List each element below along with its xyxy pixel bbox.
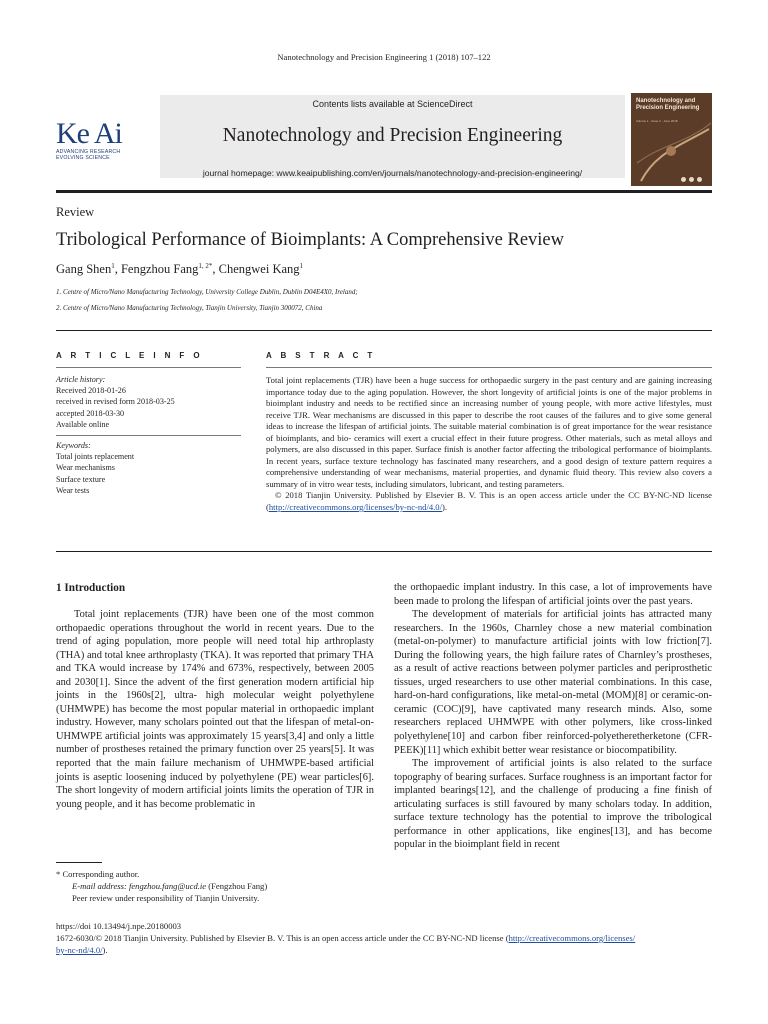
author-list xyxy=(56,262,303,277)
cover-title: Nanotechnology and Precision Engineering xyxy=(636,98,700,111)
masthead-rule xyxy=(56,190,712,193)
section-heading: 1 Introduction xyxy=(56,582,126,594)
text-line: Charnley’s prostheses, as a result of active reactions between polymer xyxy=(394,649,712,675)
corresponding-author-note: * Corresponding author. xyxy=(56,869,140,879)
author-name[interactable]: Fengzhou Fang xyxy=(120,262,199,277)
cover-artwork xyxy=(631,93,712,186)
abstract-line: joints is one of the major problems in bioimplant industry and needs to be rectified since an increasing number xyxy=(266,386,712,409)
body-column-right xyxy=(394,581,712,852)
text-line: The improvement of artificial joints is also related to the surface xyxy=(412,758,712,770)
cover-logo-dot xyxy=(697,177,702,182)
text-line: artificial joints is aseptic loosening induced by polyethylene (PE) wear xyxy=(56,758,374,783)
text-line: captivated many research minds. Also, some researchers replaced xyxy=(394,703,712,729)
intro-paragraph xyxy=(394,757,712,852)
text-line: most popular material in orthopaedic implant industry. However, xyxy=(56,703,374,729)
text-line: particles[6]. The short longevity of modern artificial joints limits the xyxy=(56,771,374,797)
text-line: Total joint replacements (TJR) have been one of the most common xyxy=(74,609,374,620)
text-line: The development of materials for artificial joints has attracted xyxy=(412,609,685,621)
email-owner: (Fengzhou Fang) xyxy=(208,881,268,891)
text-line: material combinations. In this case, hard-on-hard configurations, like xyxy=(394,676,712,702)
cover-subtitle: Volume 1 · Issue 2 · June 2018 xyxy=(636,119,678,123)
info-rule xyxy=(56,367,241,368)
author-affiliation-mark: 1 xyxy=(111,262,115,270)
keyword[interactable]: Wear mechanisms xyxy=(56,463,115,473)
text-line: to the trend of aging population, more people will need total hip xyxy=(56,622,374,648)
author-affiliation-mark: 1 xyxy=(299,262,304,270)
email-label: E-mail address: xyxy=(72,881,127,891)
text-line: factor for implanted bearings[12], and the challenge of producing a xyxy=(394,771,712,797)
history-item: Available online xyxy=(56,419,110,429)
abstract-text xyxy=(266,375,712,514)
history-item: Received 2018-01-26 xyxy=(56,386,126,396)
logo-tagline-1: ADVANCING RESEARCH xyxy=(56,149,121,155)
text-line: topography of bearing surfaces. Surface roughness is an important xyxy=(394,771,671,783)
abstract-heading: A B S T R A C T xyxy=(266,351,376,360)
text-line: metal-on-metal (MOM)[8] or ceramic-on-ceramic (COC)[9], have xyxy=(394,690,712,715)
intro-paragraph xyxy=(394,581,712,608)
text-line: engines[13], and has become popular in the bioimplant field in recent xyxy=(394,825,712,851)
abstract-line: joints. The suitable material combination is of great importance for the wear resistance of bioimplants, and bio- xyxy=(266,421,712,443)
intro-paragraph xyxy=(394,608,712,757)
author-name[interactable]: Gang Shen xyxy=(56,262,112,277)
journal-cover-image[interactable] xyxy=(631,93,712,186)
keai-logo[interactable] xyxy=(56,119,156,162)
text-line: artificial joints was approximately 15 years[3,4] and only a little xyxy=(105,730,374,742)
history-label: Article history: xyxy=(56,375,106,384)
text-line: particles and periprosthetic tissues, urged researchers to use other xyxy=(394,663,712,688)
footer-license-link[interactable]: http://creativecommons.org/licenses/ xyxy=(508,933,636,943)
text-line: combination (metal-on-polymer) to manufacture artificial joints with xyxy=(394,622,712,648)
email-link[interactable]: fengzhou.fang@ucd.ie xyxy=(128,881,207,891)
footer-license-text: 1672-6030/© 2018 Tianjin University. Published by Elsevier B. V. This is an open access article under the CC BY-NC-ND license ( xyxy=(56,933,509,943)
running-head: Nanotechnology and Precision Engineering 1 (2018) 107–122 xyxy=(277,52,491,62)
text-line: the orthopaedic implant industry. In this case, a lot of improvements xyxy=(394,582,689,593)
text-line: arthroplasty (THA) and total knee arthroplasty (TKA). It was xyxy=(56,636,374,661)
doi-line[interactable]: https://doi 10.13494/j.npe.20180003 xyxy=(56,921,182,931)
body-column-left xyxy=(56,608,374,811)
journal-title[interactable]: Nanotechnology and Precision Engineering xyxy=(222,125,563,146)
affiliation: 1. Centre of Micro/Nano Manufacturing Technology, University College Dublin, Dublin D04E4X0, Ireland; xyxy=(56,288,358,296)
history-item: received in revised form 2018-03-25 xyxy=(56,397,175,407)
cover-logo-dot xyxy=(681,177,686,182)
abstract-line: of texture pattern requires a comprehensive understanding of wear mechanisms, material properties, and xyxy=(266,455,712,478)
license-suffix: ). xyxy=(441,502,447,513)
footer-license-suffix: ). xyxy=(102,945,108,955)
text-line: many scholars pointed out that the lifespan of metal-on-UHMWPE xyxy=(56,717,374,742)
text-line: high molecular weight polyethylene (UHMWPE) has become the xyxy=(56,690,374,715)
abstract-rule xyxy=(266,367,712,368)
author-affiliation-mark: 1, 2* xyxy=(198,262,213,270)
text-line: and carbon fiber reinforced-polyetheretherketone (CFR-PEEK)[11] xyxy=(394,731,712,756)
affiliation: 2. Centre of Micro/Nano Manufacturing Technology, Tianjin University, Tianjin 300072, China xyxy=(56,304,323,312)
license-footer xyxy=(56,932,712,956)
article-type: Review xyxy=(56,205,95,219)
abstract-copyright xyxy=(266,490,712,513)
logo-wordmark: Ke Ai xyxy=(56,117,122,150)
abstract-line: Total joint replacements (TJR) have been a huge success for orthopaedic surgery in the past century and are xyxy=(266,375,646,385)
cover-logo-dot xyxy=(689,177,694,182)
text-line: operation of TJR in young people, and it has become problematic in xyxy=(56,785,375,810)
logo-tagline-2: EVOLVING SCIENCE xyxy=(56,155,110,162)
text-line: number of prostheses retained the primary function over 25 years[5]. xyxy=(56,744,346,756)
text-line: orthopaedic operations throughout the world in recent years. Due xyxy=(56,622,344,634)
copyright-text: © 2018 Tianjin University. Published by Elsevier B. V. This is an open access article under the CC BY-NC-ND xyxy=(275,490,685,501)
intro-paragraph xyxy=(56,608,374,811)
article-title: Tribological Performance of Bioimplants: A Comprehensive Review xyxy=(56,230,564,250)
text-line: today. In addition, surface texture technology has the potential to xyxy=(394,798,712,824)
text-line: 673%, respectively, between 2005 and 2030[1]. Since the advent of xyxy=(56,663,374,688)
text-line: low friction[7]. During the following years, the high failure rates of xyxy=(394,636,712,661)
history-item: accepted 2018-03-30 xyxy=(56,408,125,418)
abstract-line: bioimplants. In recent years, surface texture technology has fascinated many researchers, and a good design xyxy=(266,444,712,466)
keyword[interactable]: Wear tests xyxy=(56,485,90,495)
text-line: many researchers. In the 1960s, Charnley chose a new material xyxy=(394,609,712,634)
abstract-line: dynamic fluid theory. This review also covers a summary of in vitro wear tests, including simulators, lubricant, xyxy=(266,467,712,489)
license-prefix: license ( xyxy=(266,490,712,513)
email-note xyxy=(72,880,267,892)
author-separator: , xyxy=(114,262,121,277)
peer-review-note: Peer review under responsibility of Tianjin University. xyxy=(72,893,260,903)
keyword[interactable]: Surface texture xyxy=(56,474,106,484)
abstract-line: are also discussed in this paper. Surface finish is another factor affecting the tribological performance of xyxy=(302,444,667,455)
keywords-rule xyxy=(56,435,241,436)
text-line: It was reported that the main failure mechanism of UHMWPE-based xyxy=(56,744,374,770)
footer-license-link-continued[interactable]: by-nc-nd/4.0/ xyxy=(56,945,103,955)
text-line: which exhibit better wear resistance or biocompatibility. xyxy=(442,744,677,756)
keywords-label: Keywords: xyxy=(56,441,91,451)
text-line: fine finish of articulating surfaces is still favoured by many scholars xyxy=(394,785,712,810)
text-line: improve the tribological performance in other applications, like xyxy=(394,812,712,837)
text-line: the first generation modern artificial hip joints in the 1960s[2], ultra- xyxy=(56,676,374,702)
journal-homepage[interactable]: journal homepage: www.keaipublishing.com/en/journals/nanotechnology-and-precision-engineering/ xyxy=(202,168,583,178)
article-info-heading: A R T I C L E I N F O xyxy=(56,351,203,360)
abstract-line: of young people, with more active lifestyles, must receive TJR. Wear mechanisms are discussed in this paper xyxy=(266,398,712,420)
contents-line: Contents lists available at ScienceDirect xyxy=(312,99,473,109)
journal-masthead xyxy=(56,93,712,188)
text-line: have been made to prolong the lifespan of artificial joints over the past xyxy=(394,582,712,607)
keyword[interactable]: Total joints replacement xyxy=(56,452,135,462)
abstract-bottom-rule xyxy=(56,551,712,552)
text-line: UHMWPE with other polymers, like cross-linked polyethylene[10] xyxy=(394,717,712,743)
abstract-line: to describe the root causes of the failures and to give some general ideas to increase the lifespan of artificial xyxy=(266,409,712,432)
abstract-line: ceramics will exert a crucial effect in their future progress. Other materials, such as metal alloys and polymers, xyxy=(266,432,712,455)
author-name[interactable]: Chengwei Kang xyxy=(218,262,300,277)
footnote-rule xyxy=(56,862,102,863)
author-separator: , xyxy=(212,262,219,277)
title-rule xyxy=(56,330,712,331)
abstract-line: gaining increasing importance today due to the aging population. However, the short longevity of artificial xyxy=(266,375,712,397)
text-line: reported that primary THA and TKA would increase by 174% and xyxy=(56,649,374,675)
article-info xyxy=(56,374,241,496)
license-link[interactable]: http://creativecommons.org/licenses/by-nc-nd/4.0/ xyxy=(268,502,442,513)
text-line: years. xyxy=(668,595,693,607)
abstract-line: and testing parameters. xyxy=(484,478,565,489)
